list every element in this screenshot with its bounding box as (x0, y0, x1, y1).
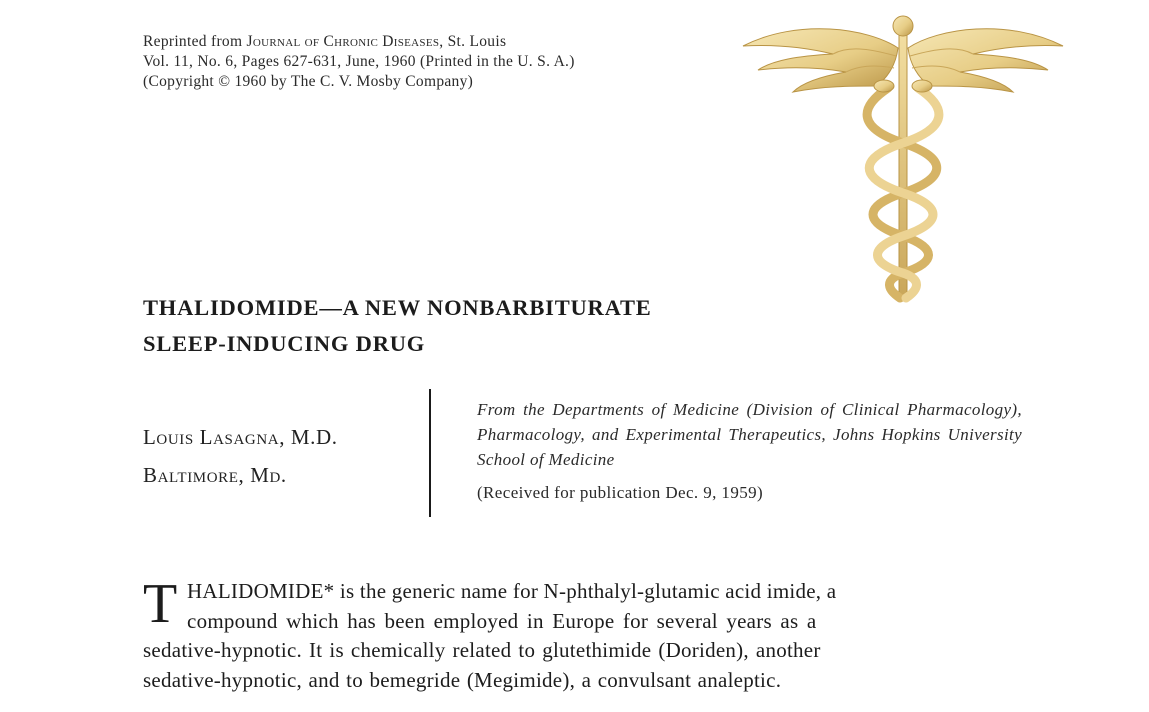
caduceus-icon (738, 8, 1068, 303)
serpent-head-left (874, 80, 894, 92)
serpent-head-right (912, 80, 932, 92)
body-line-4: sedative-hypnotic, and to bemegride (Megimide), a convulsant analeptic. (143, 667, 782, 692)
body-paragraph (143, 573, 1023, 695)
right-wing (908, 29, 1063, 92)
body-line-1: HALIDOMIDE* is the generic name for N-phthalyl-glutamic acid imide, a (187, 579, 837, 603)
author-block (143, 418, 338, 494)
left-wing (743, 29, 898, 92)
title-line-2: SLEEP-INDUCING DRUG (143, 331, 426, 356)
drop-cap: T (143, 573, 178, 635)
citation-line-2: Vol. 11, No. 6, Pages 627-631, June, 1960 (Printed in the U. S. A.) (143, 53, 575, 70)
reprint-citation (143, 32, 575, 92)
author-location: Baltimore, Md. (143, 463, 287, 487)
staff-orb (893, 16, 913, 36)
body-line-2: compound which has been employed in Europe for several years as a (187, 608, 817, 633)
article-title (143, 290, 652, 362)
affiliation-text: From the Departments of Medicine (Division of Clinical Pharmacology), Pharmacology, and Experimental Therapeutics, Johns Hopkins University School of Medicine (477, 400, 1022, 469)
body-line-3: sedative-hypnotic. It is chemically related to glutethimide (Doriden), another (143, 638, 821, 662)
journal-name: Journal of Chronic Diseases (246, 33, 440, 50)
citation-line-1: Reprinted from Journal of Chronic Diseases, St. Louis (143, 33, 507, 50)
vertical-divider (429, 389, 431, 517)
author-name: Louis Lasagna, M.D. (143, 425, 338, 449)
staff (899, 30, 907, 300)
title-line-1: THALIDOMIDE—A NEW NONBARBITURATE (143, 295, 652, 320)
received-date: (Received for publication Dec. 9, 1959) (477, 483, 764, 502)
citation-line-3: (Copyright © 1960 by The C. V. Mosby Company) (143, 73, 474, 90)
